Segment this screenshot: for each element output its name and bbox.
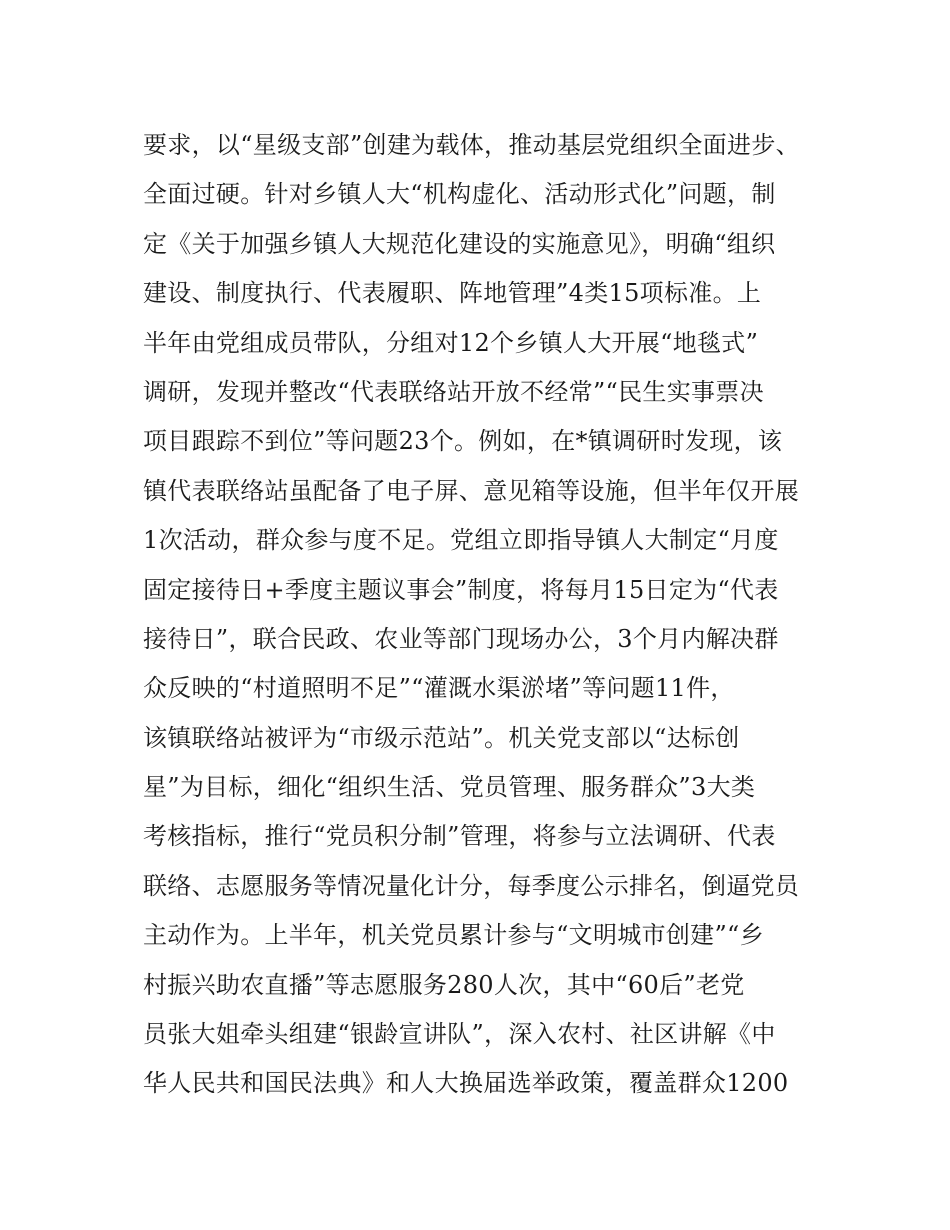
text-line: 村振兴助农直播”等志愿服务280人次，其中“60后”老党	[143, 970, 745, 999]
text-line: 众反映的“村道照明不足”“灌溉水渠淤堵”等问题11件，	[143, 674, 735, 703]
text-line: 半年由党组成员带队，分组对12个乡镇人大开展“地毯式”	[143, 328, 759, 357]
text-line: 华人民共和国民法典》和人大换届选举政策，覆盖群众1200	[143, 1069, 789, 1098]
text-line: 定《关于加强乡镇人大规范化建设的实施意见》，明确“组织	[143, 229, 776, 258]
text-line: 全面过硬。针对乡镇人大“机构虚化、活动形式化”问题，制	[143, 180, 776, 209]
text-line: 接待日”，联合民政、农业等部门现场办公，3个月内解决群	[143, 624, 779, 653]
text-line: 建设、制度执行、代表履职、阵地管理”4类15项标准。上	[143, 279, 762, 308]
text-line: 员张大姐牵头组建“银龄宣讲队”，深入农村、社区讲解《中	[143, 1020, 776, 1049]
text-line: 考核指标，推行“党员积分制”管理，将参与立法调研、代表	[143, 822, 776, 851]
text-line: 固定接待日+季度主题议事会”制度，将每月15日定为“代表	[143, 575, 779, 604]
text-line: 星”为目标，细化“组织生活、党员管理、服务群众”3大类	[143, 773, 756, 802]
text-line: 联络、志愿服务等情况量化计分，每季度公示排名，倒逼党员	[143, 871, 800, 900]
text-line: 1次活动，群众参与度不足。党组立即指导镇人大制定“月度	[143, 526, 779, 555]
text-line: 调研，发现并整改“代表联络站开放不经常”“民生实事票决	[143, 377, 764, 406]
text-line: 要求，以“星级支部”创建为载体，推动基层党组织全面进步、	[143, 131, 800, 159]
text-line: 镇代表联络站虽配备了电子屏、意见箱等设施，但半年仅开展	[143, 476, 800, 505]
text-line: 该镇联络站被评为“市级示范站”。机关党支部以“达标创	[143, 723, 740, 752]
body-text	[143, 121, 833, 1109]
text-line: 项目跟踪不到位”等问题23个。例如，在*镇调研时发现，该	[143, 427, 783, 456]
text-line: 主动作为。上半年，机关党员累计参与“文明城市创建”“乡	[143, 921, 764, 950]
